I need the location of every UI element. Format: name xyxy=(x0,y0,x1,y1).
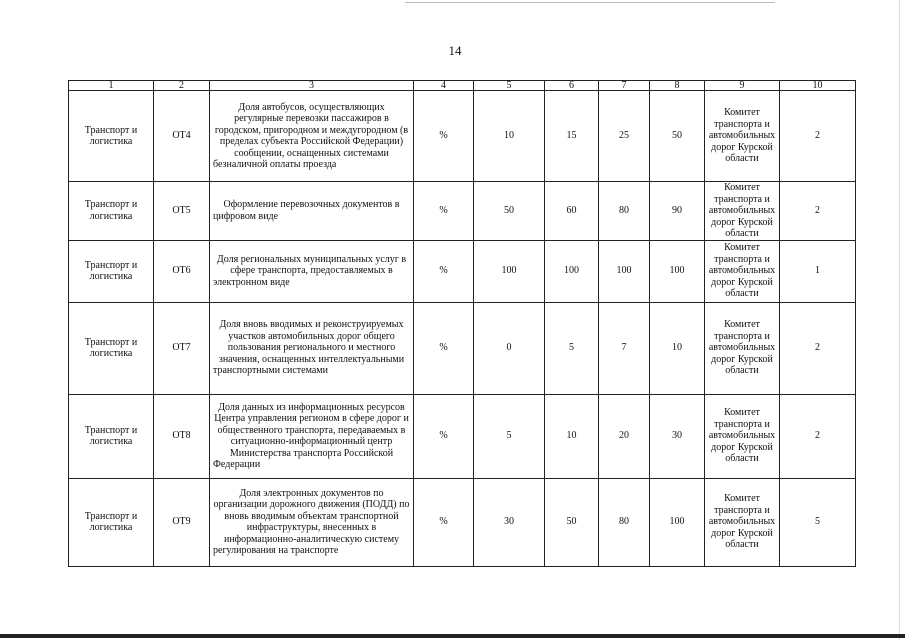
responsible-cell: Комитет транспорта и автомобильных дорог Курской области xyxy=(705,302,780,394)
description-cell: Доля региональных муниципальных услуг в сфере транспорта, предоставляемых в электронном виде xyxy=(210,240,414,302)
value-cell: 90 xyxy=(650,182,705,241)
value-cell: 0 xyxy=(474,302,545,394)
responsible-cell: Комитет транспорта и автомобильных дорог Курской области xyxy=(705,240,780,302)
column-number: 8 xyxy=(650,81,705,91)
description-cell: Доля автобусов, осуществляющих регулярные перевозки пассажиров в городском, пригородном и междугородном (в пределах субъекта Российской Федерации) сообщении, оснащенных системами безналичной оплаты проезда xyxy=(210,91,414,182)
responsible-cell: Комитет транспорта и автомобильных дорог Курской области xyxy=(705,394,780,478)
sector-cell: Транспорт и логистика xyxy=(69,478,154,566)
code-cell: ОТ6 xyxy=(154,240,210,302)
scan-bottom-border xyxy=(0,634,905,638)
responsible-cell: Комитет транспорта и автомобильных дорог Курской области xyxy=(705,478,780,566)
indicator-cell: 5 xyxy=(780,478,856,566)
column-number-row xyxy=(69,81,856,91)
value-cell: 10 xyxy=(650,302,705,394)
responsible-cell: Комитет транспорта и автомобильных дорог Курской области xyxy=(705,91,780,182)
description-cell: Оформление перевозочных документов в цифровом виде xyxy=(210,182,414,241)
description-cell: Доля электронных документов по организации дорожного движения (ПОДД) по вновь вводимым объектам транспортной инфраструктуры, внесенных в информационно-аналитическую систему регулирования на транспорте xyxy=(210,478,414,566)
value-cell: 20 xyxy=(599,394,650,478)
value-cell: 100 xyxy=(650,478,705,566)
sector-cell: Транспорт и логистика xyxy=(69,182,154,241)
unit-cell: % xyxy=(414,240,474,302)
unit-cell: % xyxy=(414,478,474,566)
value-cell: 5 xyxy=(474,394,545,478)
column-number: 6 xyxy=(545,81,599,91)
table-row xyxy=(69,91,856,182)
column-number: 5 xyxy=(474,81,545,91)
value-cell: 100 xyxy=(599,240,650,302)
column-number: 2 xyxy=(154,81,210,91)
value-cell: 60 xyxy=(545,182,599,241)
indicator-cell: 2 xyxy=(780,182,856,241)
table-row xyxy=(69,182,856,241)
code-cell: ОТ8 xyxy=(154,394,210,478)
sector-cell: Транспорт и логистика xyxy=(69,240,154,302)
column-number: 1 xyxy=(69,81,154,91)
value-cell: 50 xyxy=(650,91,705,182)
value-cell: 5 xyxy=(545,302,599,394)
column-number: 10 xyxy=(780,81,856,91)
unit-cell: % xyxy=(414,302,474,394)
page-number: 14 xyxy=(448,43,462,58)
column-number: 3 xyxy=(210,81,414,91)
sector-cell: Транспорт и логистика xyxy=(69,91,154,182)
code-cell: ОТ4 xyxy=(154,91,210,182)
value-cell: 80 xyxy=(599,182,650,241)
indicator-cell: 2 xyxy=(780,91,856,182)
value-cell: 100 xyxy=(474,240,545,302)
sector-cell: Транспорт и логистика xyxy=(69,394,154,478)
indicator-cell: 1 xyxy=(780,240,856,302)
value-cell: 50 xyxy=(545,478,599,566)
column-number: 4 xyxy=(414,81,474,91)
value-cell: 100 xyxy=(650,240,705,302)
value-cell: 25 xyxy=(599,91,650,182)
table-row xyxy=(69,302,856,394)
description-cell: Доля данных из информационных ресурсов Центра управления регионом в сфере дорог и общественного транспорта, передаваемых в ситуационно-информационный центр Министерства транспорта Российской Федерации xyxy=(210,394,414,478)
table-row xyxy=(69,394,856,478)
table-row xyxy=(69,478,856,566)
value-cell: 10 xyxy=(545,394,599,478)
code-cell: ОТ9 xyxy=(154,478,210,566)
column-number: 7 xyxy=(599,81,650,91)
indicator-cell: 2 xyxy=(780,394,856,478)
value-cell: 80 xyxy=(599,478,650,566)
indicator-cell: 2 xyxy=(780,302,856,394)
column-number: 9 xyxy=(705,81,780,91)
unit-cell: % xyxy=(414,91,474,182)
scan-right-edge xyxy=(899,0,900,640)
code-cell: ОТ5 xyxy=(154,182,210,241)
value-cell: 30 xyxy=(650,394,705,478)
code-cell: ОТ7 xyxy=(154,302,210,394)
value-cell: 50 xyxy=(474,182,545,241)
value-cell: 10 xyxy=(474,91,545,182)
unit-cell: % xyxy=(414,182,474,241)
responsible-cell: Комитет транспорта и автомобильных дорог Курской области xyxy=(705,182,780,241)
indicators-table xyxy=(68,80,856,567)
description-cell: Доля вновь вводимых и реконструируемых участков автомобильных дорог общего пользования регионального и местного значения, оснащенных интеллектуальными транспортными системами xyxy=(210,302,414,394)
value-cell: 30 xyxy=(474,478,545,566)
value-cell: 7 xyxy=(599,302,650,394)
unit-cell: % xyxy=(414,394,474,478)
value-cell: 15 xyxy=(545,91,599,182)
value-cell: 100 xyxy=(545,240,599,302)
sector-cell: Транспорт и логистика xyxy=(69,302,154,394)
scan-top-rule xyxy=(405,2,775,3)
table-row xyxy=(69,240,856,302)
